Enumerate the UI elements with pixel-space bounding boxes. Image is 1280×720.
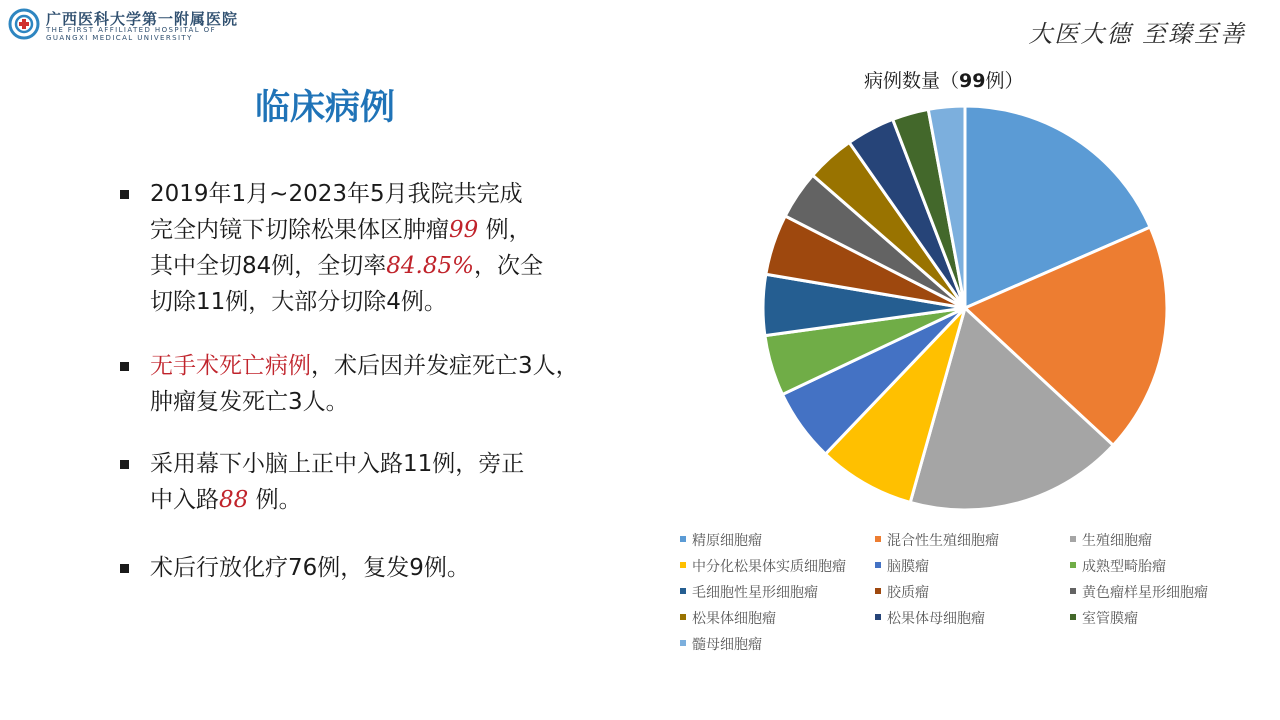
- legend-swatch: [680, 640, 686, 646]
- bullet-marker: [120, 564, 129, 573]
- bullet-postop-therapy: [120, 550, 640, 586]
- legend-swatch: [680, 536, 686, 542]
- legend-swatch: [875, 588, 881, 594]
- legend-swatch: [1070, 614, 1076, 620]
- bullet-marker: [120, 460, 129, 469]
- text-line: 术后行放化疗76例，复发9例。: [150, 555, 470, 581]
- bullet-marker: [120, 190, 129, 199]
- legend-label: 混合性生殖细胞瘤: [887, 533, 999, 549]
- bullet-text: [150, 446, 524, 518]
- hospital-logo-icon: [8, 8, 40, 40]
- legend-label: 生殖细胞瘤: [1082, 533, 1152, 549]
- legend-label: 脑膜瘤: [887, 559, 929, 575]
- text-line: 中入路88 例。: [150, 487, 302, 513]
- legend-label: 室管膜瘤: [1082, 611, 1138, 627]
- legend-label: 精原细胞瘤: [692, 533, 762, 549]
- legend-swatch: [680, 614, 686, 620]
- bullet-text: [150, 176, 543, 320]
- text-line: 2019年1月~2023年5月我院共完成: [150, 181, 523, 207]
- slide-title: 临床病例: [255, 88, 396, 128]
- legend-label: 中分化松果体实质细胞瘤: [692, 559, 846, 575]
- legend-label: 松果体母细胞瘤: [887, 611, 985, 627]
- legend-label: 髓母细胞瘤: [692, 637, 762, 653]
- legend-swatch: [1070, 588, 1076, 594]
- hospital-name-en-line1: THE FIRST AFFILIATED HOSPITAL OF: [46, 26, 216, 34]
- hospital-motto: 大医大德 至臻至善: [1028, 20, 1246, 48]
- text-line: 肿瘤复发死亡3人。: [150, 389, 349, 415]
- highlight-paramedian-count: 88: [219, 487, 249, 513]
- chart-title-number: 99: [959, 70, 986, 92]
- legend-swatch: [875, 614, 881, 620]
- bullet-marker: [120, 362, 129, 371]
- legend-swatch: [680, 588, 686, 594]
- bullet-text: [150, 550, 470, 586]
- legend-label: 黄色瘤样星形细胞瘤: [1082, 585, 1208, 601]
- bullet-case-summary: [120, 176, 640, 320]
- legend-label: 松果体细胞瘤: [692, 611, 776, 627]
- text-line: 其中全切84例，全切率84.85%，次全: [150, 253, 543, 279]
- pie-chart: [700, 95, 1240, 515]
- bullet-mortality: [120, 348, 650, 420]
- legend-label: 成熟型畸胎瘤: [1082, 559, 1166, 575]
- text-line: 无手术死亡病例，术后因并发症死亡3人，: [150, 353, 579, 379]
- bullet-text: [150, 348, 579, 420]
- chart-title: 病例数量（99例）: [864, 70, 1024, 92]
- highlight-no-surgical-death: 无手术死亡病例: [150, 353, 311, 379]
- slide-header: [0, 0, 1280, 46]
- text-line: 完全内镜下切除松果体区肿瘤99 例，: [150, 217, 532, 243]
- highlight-total-resection-rate: 84.85%: [386, 253, 474, 279]
- text-line: 切除11例，大部分切除4例。: [150, 289, 447, 315]
- legend-label: 胶质瘤: [887, 585, 929, 601]
- legend-swatch: [1070, 536, 1076, 542]
- highlight-case-count: 99: [449, 217, 479, 243]
- bullet-approach: [120, 446, 640, 518]
- legend-label: 毛细胞性星形细胞瘤: [692, 585, 818, 601]
- legend-swatch: [875, 562, 881, 568]
- hospital-name-en-line2: GUANGXI MEDICAL UNIVERSITY: [46, 34, 193, 42]
- legend-swatch: [680, 562, 686, 568]
- text-line: 采用幕下小脑上正中入路11例，旁正: [150, 451, 525, 477]
- legend-swatch: [1070, 562, 1076, 568]
- hospital-name-cn: 广西医科大学第一附属医院: [46, 10, 239, 28]
- legend-swatch: [875, 536, 881, 542]
